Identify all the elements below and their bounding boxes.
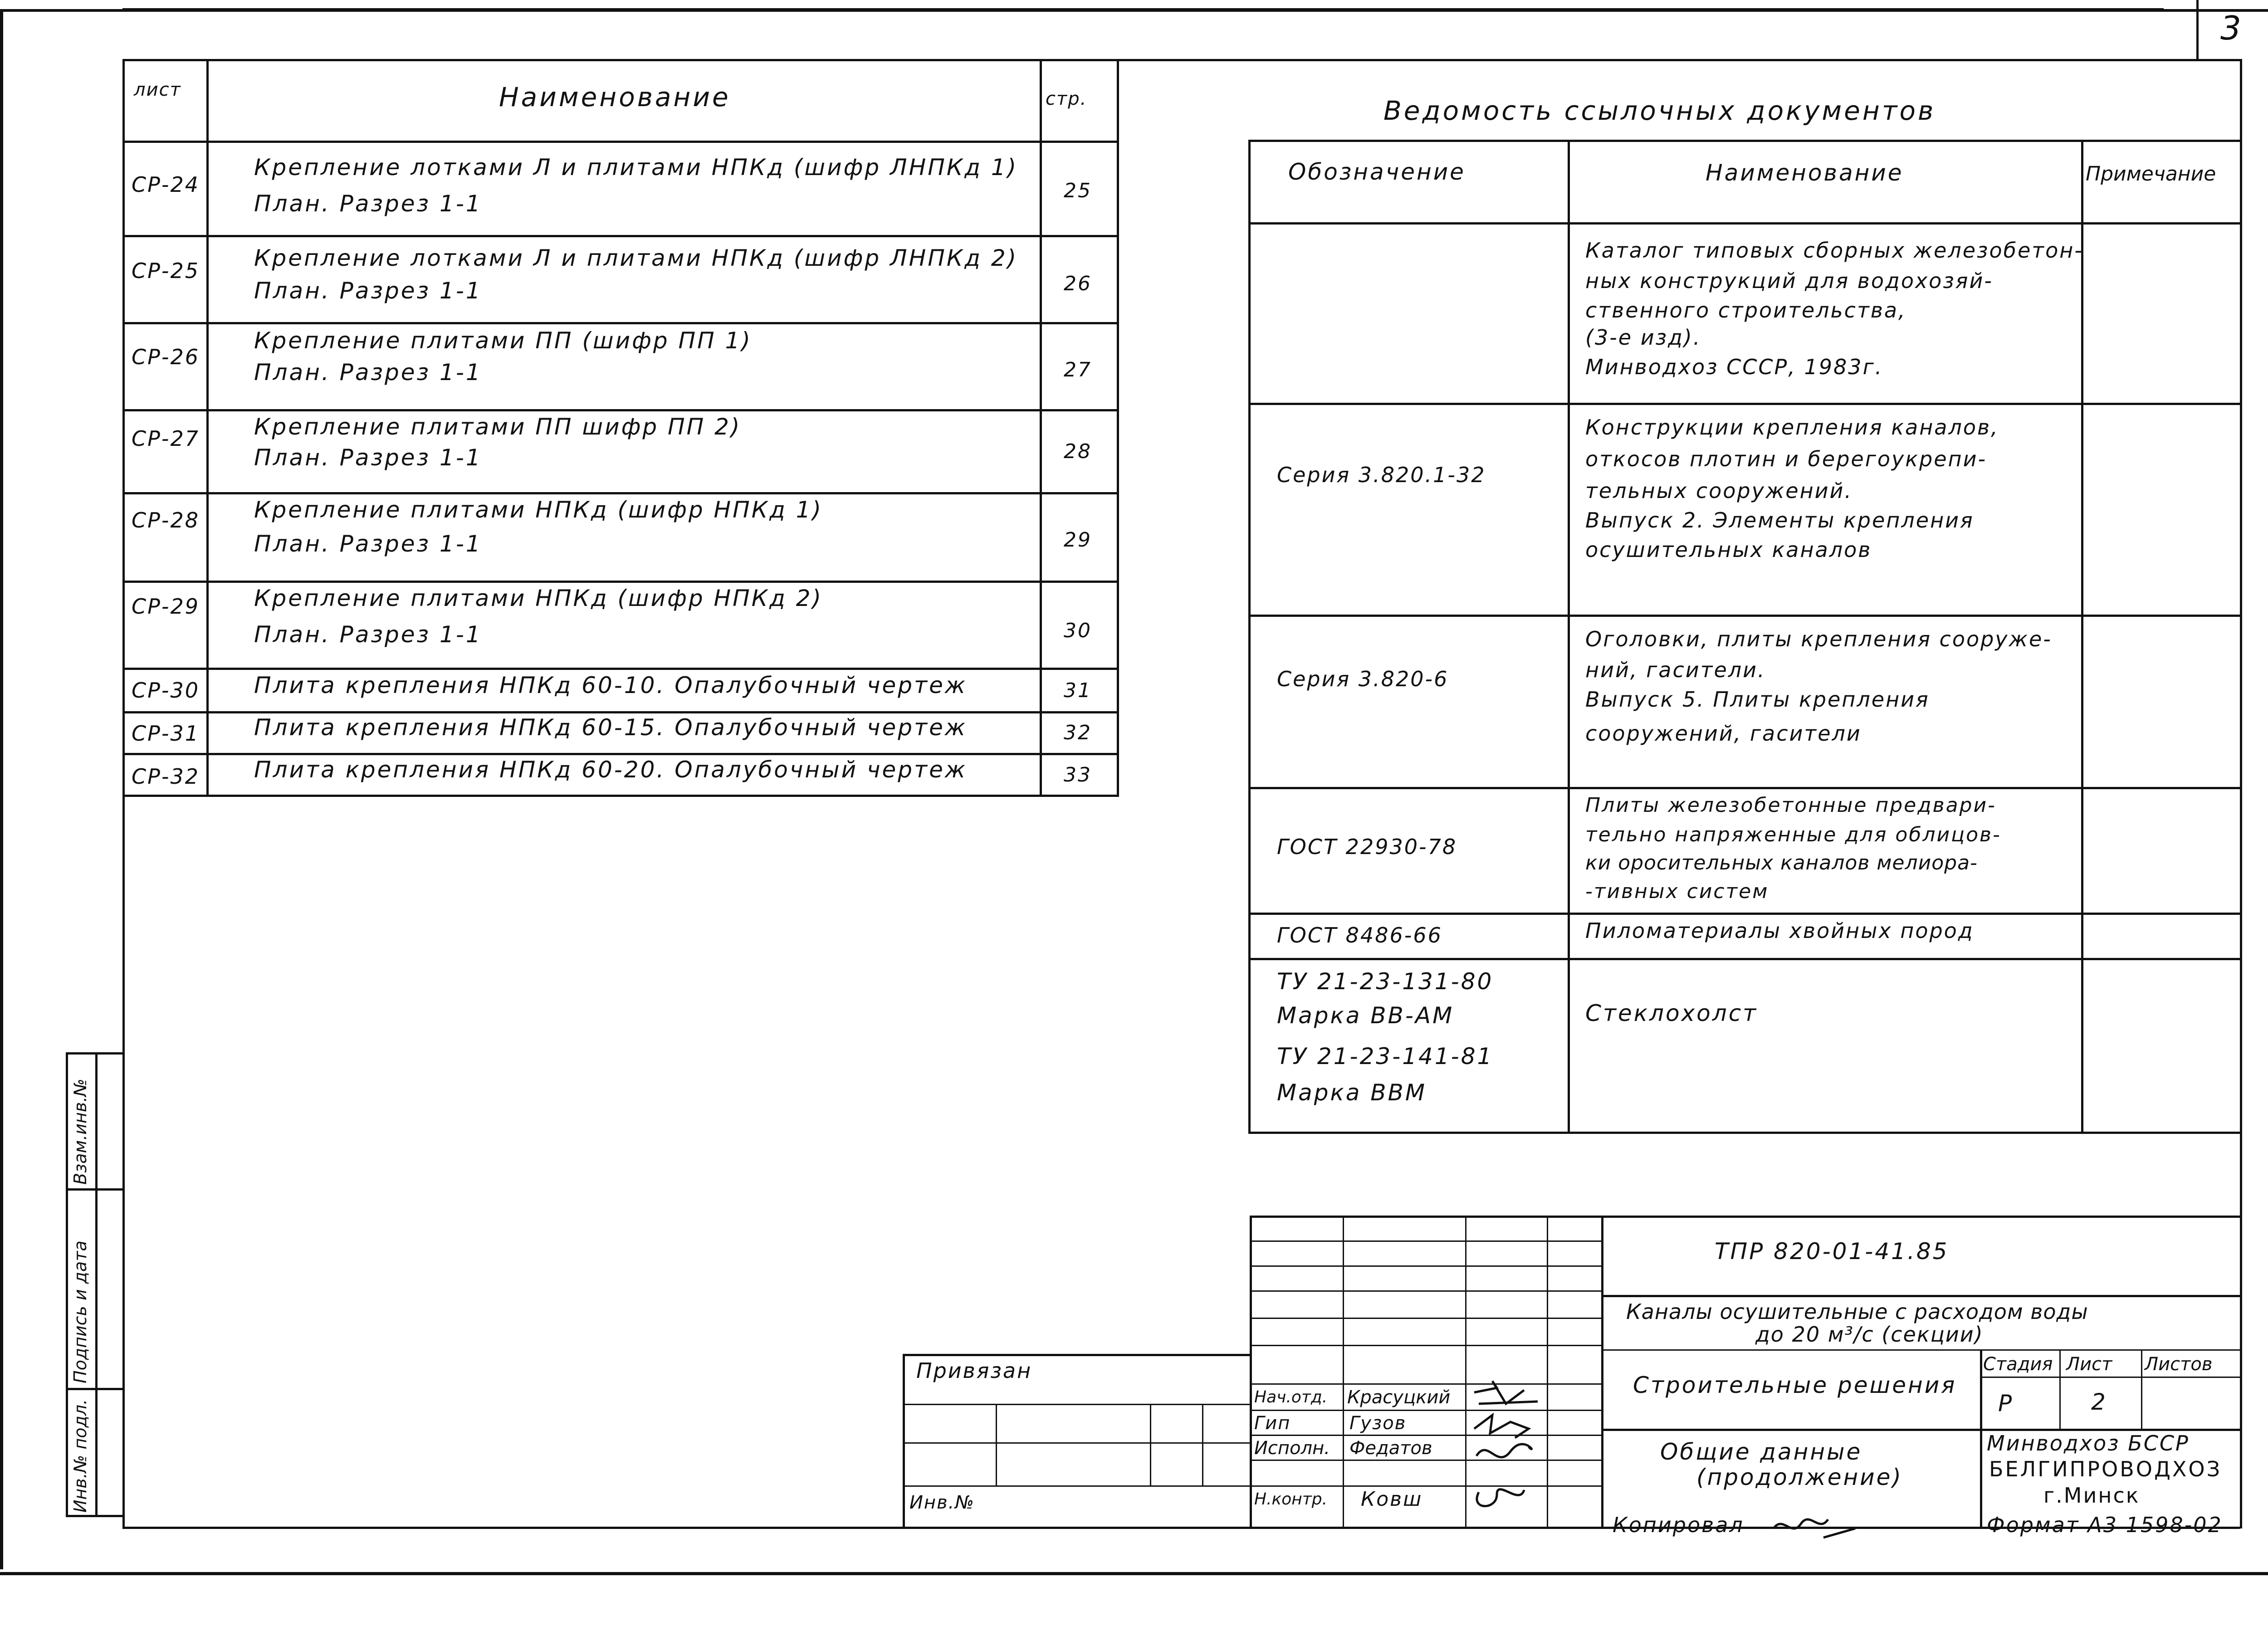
stamp-line bbox=[1601, 1295, 2242, 1297]
table-line bbox=[122, 322, 1119, 324]
table-line bbox=[122, 235, 1119, 237]
ref-designation: Серия 3.820.1-32 bbox=[1277, 463, 1486, 487]
table-line bbox=[2240, 140, 2242, 1134]
page-number: 3 bbox=[2220, 9, 2241, 47]
table-line bbox=[122, 59, 125, 796]
ref-name-line: тельно напряженные для облицов- bbox=[1585, 823, 2001, 846]
stamp-line bbox=[1150, 1404, 1151, 1485]
signature-marks bbox=[1470, 1379, 1551, 1515]
ref-designation: ТУ 21-23-141-81 bbox=[1277, 1043, 1494, 1069]
ref-designation: Серия 3.820-6 bbox=[1277, 667, 1449, 691]
page-number-box bbox=[2196, 0, 2199, 60]
strip-inv-podl: Инв.№ подл. bbox=[70, 1399, 90, 1513]
row-line: Крепление плитами ПП шифр ПП 2) bbox=[254, 414, 742, 440]
table-line bbox=[1040, 59, 1042, 796]
ref-name-line: ки оросительных каналов мелиора- bbox=[1585, 851, 1978, 874]
row-page: 27 bbox=[1064, 358, 1092, 381]
ref-name-line: откосов плотин и берегоукрепи- bbox=[1585, 447, 1987, 471]
strip-line bbox=[66, 1052, 122, 1055]
stamp-role: Н.контр. bbox=[1254, 1490, 1328, 1509]
table-line bbox=[1117, 59, 1119, 796]
row-page: 33 bbox=[1064, 763, 1092, 786]
row-sheet: СР-29 bbox=[132, 594, 200, 619]
stamp-line bbox=[1601, 1216, 1603, 1528]
table-line bbox=[1248, 787, 2242, 789]
table-line bbox=[122, 141, 1119, 143]
stamp-line bbox=[1202, 1404, 1203, 1485]
stamp-line bbox=[903, 1442, 1250, 1444]
ref-name-line: Минводхоз СССР, 1983г. bbox=[1585, 355, 1883, 379]
stamp-line bbox=[1250, 1345, 1601, 1346]
table-line bbox=[122, 668, 1119, 670]
ref-name-line: ний, гасители. bbox=[1585, 658, 1766, 682]
stamp-line bbox=[2141, 1349, 2142, 1429]
table-line bbox=[122, 795, 1119, 797]
frame-bottom bbox=[122, 1527, 2240, 1529]
stamp-inv-no: Инв.№ bbox=[909, 1492, 975, 1513]
row-line: План. Разрез 1-1 bbox=[254, 278, 482, 304]
table-line bbox=[122, 711, 1119, 713]
row-line: План. Разрез 1-1 bbox=[254, 621, 482, 648]
ref-designation: Марка ВВМ bbox=[1277, 1079, 1427, 1106]
header-note: Примечание bbox=[2086, 162, 2216, 186]
ref-name-line: (3-е изд). bbox=[1585, 325, 1701, 350]
row-page: 28 bbox=[1064, 440, 1092, 463]
row-page: 31 bbox=[1064, 679, 1092, 702]
stamp-copied: Копировал bbox=[1613, 1513, 1744, 1537]
row-sheet: СР-28 bbox=[132, 508, 200, 532]
row-line: План. Разрез 1-1 bbox=[254, 359, 482, 386]
table-line bbox=[1248, 222, 2242, 225]
frame-top-inner bbox=[122, 59, 2240, 61]
table-line bbox=[1248, 958, 2242, 960]
stamp-line bbox=[1465, 1216, 1466, 1528]
stamp-line bbox=[1250, 1216, 1252, 1528]
stamp-line bbox=[903, 1354, 905, 1528]
stamp-section: Строительные решения bbox=[1633, 1372, 1957, 1398]
stamp-line bbox=[903, 1485, 1250, 1487]
row-line: План. Разрез 1-1 bbox=[254, 444, 482, 471]
stamp-line bbox=[1601, 1349, 2242, 1351]
stamp-line bbox=[1980, 1377, 2242, 1378]
left-edge bbox=[0, 9, 3, 1569]
row-sheet: СР-25 bbox=[132, 259, 200, 283]
copied-signature bbox=[1769, 1510, 1860, 1552]
table-line bbox=[122, 581, 1119, 583]
row-sheet: СР-30 bbox=[132, 678, 200, 703]
row-line: Крепление лотками Л и плитами НПКд (шифр ЛНПКд 2) bbox=[254, 245, 1018, 271]
ref-designation: ГОСТ 22930-78 bbox=[1277, 835, 1457, 859]
stamp-role: Нач.отд. bbox=[1254, 1388, 1328, 1406]
ref-name-line: Стеклохолст bbox=[1585, 1000, 1758, 1026]
header-name: Наименование bbox=[1706, 160, 1904, 186]
table-line bbox=[1248, 140, 1251, 1134]
row-page: 26 bbox=[1064, 272, 1092, 295]
header-designation: Обозначение bbox=[1288, 159, 1466, 185]
ref-name-line: сооружений, гасители bbox=[1585, 721, 1862, 746]
stamp-sheet-label: Лист bbox=[2066, 1354, 2112, 1375]
stamp-sheet-title2: (продолжение) bbox=[1696, 1464, 1903, 1490]
row-page: 32 bbox=[1064, 721, 1092, 744]
row-line: Крепление плитами ПП (шифр ПП 1) bbox=[254, 327, 752, 354]
ref-name-line: Пиломатериалы хвойных пород bbox=[1585, 918, 1974, 943]
row-sheet: СР-27 bbox=[132, 426, 200, 451]
table-line bbox=[1568, 140, 1570, 1134]
row-sheet: СР-31 bbox=[132, 721, 200, 746]
ref-name-line: Каталог типовых сборных железобетон- bbox=[1585, 238, 2083, 263]
stamp-line bbox=[1250, 1216, 2242, 1218]
stamp-org3: г.Минск bbox=[2043, 1483, 2140, 1508]
stamp-line bbox=[2059, 1349, 2061, 1429]
strip-podpis: Подпись и дата bbox=[70, 1240, 90, 1383]
stamp-stage: Р bbox=[1998, 1390, 2014, 1416]
table-line bbox=[1248, 403, 2242, 405]
ref-name-line: Плиты железобетонные предвари- bbox=[1585, 794, 1996, 817]
strip-line bbox=[66, 1515, 122, 1517]
row-line: Крепление лотками Л и плитами НПКд (шифр ЛНПКд 1) bbox=[254, 154, 1018, 181]
stamp-sheet-title1: Общие данные bbox=[1660, 1439, 1862, 1465]
stamp-line bbox=[1250, 1318, 1601, 1319]
row-sheet: СР-24 bbox=[132, 172, 200, 197]
row-sheet: СР-32 bbox=[132, 764, 200, 789]
table-line bbox=[122, 492, 1119, 494]
stamp-line bbox=[1343, 1216, 1344, 1528]
row-line: Крепление плитами НПКд (шифр НПКд 2) bbox=[254, 585, 823, 611]
stamp-format: Формат А3 1598-02 bbox=[1987, 1513, 2223, 1537]
row-page: 30 bbox=[1064, 619, 1092, 642]
stamp-org1: Минводхоз БССР bbox=[1987, 1431, 2190, 1455]
ref-name-line: Выпуск 2. Элементы крепления bbox=[1585, 508, 1974, 532]
ref-name-line: Выпуск 5. Плиты крепления bbox=[1585, 687, 1930, 712]
stamp-sheets-label: Листов bbox=[2145, 1354, 2213, 1375]
ref-designation: ТУ 21-23-131-80 bbox=[1277, 968, 1494, 995]
stamp-role: Гип bbox=[1254, 1413, 1291, 1434]
ref-name-line: ных конструкций для водохозяй- bbox=[1585, 269, 1993, 293]
table-line bbox=[1248, 140, 2242, 142]
stamp-person: Ковш bbox=[1361, 1488, 1423, 1511]
table-line bbox=[206, 59, 209, 796]
stamp-line bbox=[903, 1404, 1250, 1405]
stamp-privyazan: Привязан bbox=[916, 1358, 1032, 1383]
table-line bbox=[1248, 615, 2242, 617]
stamp-org2: БЕЛГИПРОВОДХОЗ bbox=[1989, 1457, 2222, 1481]
row-page: 29 bbox=[1064, 528, 1092, 552]
stamp-project-line2: до 20 м³/с (секции) bbox=[1755, 1322, 1984, 1347]
row-sheet: СР-26 bbox=[132, 345, 200, 369]
strip-vzam: Взам.инв.№ bbox=[70, 1079, 90, 1185]
header-name: Наименование bbox=[499, 82, 731, 112]
row-page: 25 bbox=[1064, 179, 1092, 202]
ref-designation: ГОСТ 8486-66 bbox=[1277, 923, 1442, 947]
ref-designation: Марка ВВ-АМ bbox=[1277, 1002, 1454, 1029]
ref-name-line: тельных сооружений. bbox=[1585, 479, 1853, 503]
strip-line bbox=[66, 1052, 68, 1515]
header-sheet: лист bbox=[134, 79, 181, 100]
row-line: План. Разрез 1-1 bbox=[254, 190, 482, 217]
stamp-line bbox=[996, 1404, 997, 1485]
row-line: План. Разрез 1-1 bbox=[254, 531, 482, 557]
bottom-edge bbox=[0, 1572, 2268, 1575]
table-line bbox=[122, 753, 1119, 755]
stamp-sheet: 2 bbox=[2091, 1389, 2107, 1415]
stamp-person: Гузов bbox=[1349, 1413, 1407, 1434]
ref-name-line: осушительных каналов bbox=[1585, 537, 1872, 562]
strip-line bbox=[66, 1188, 122, 1191]
strip-line bbox=[95, 1052, 98, 1515]
ref-name-line: ственного строительства, bbox=[1585, 298, 1906, 322]
table-line bbox=[2081, 140, 2083, 1134]
stamp-project-line1: Каналы осушительные с расходом воды bbox=[1626, 1299, 2088, 1324]
stamp-line bbox=[1250, 1240, 1601, 1242]
table-line bbox=[122, 409, 1119, 411]
stamp-code: ТПР 820-01-41.85 bbox=[1715, 1238, 1949, 1265]
stamp-line bbox=[1250, 1265, 1601, 1267]
stamp-person: Красуцкий bbox=[1347, 1387, 1451, 1408]
frame-top bbox=[122, 8, 2164, 10]
row-line: Крепление плитами НПКд (шифр НПКд 1) bbox=[254, 497, 823, 523]
row-line: Плита крепления НПКд 60-10. Опалубочный чертеж bbox=[254, 672, 967, 698]
table-line bbox=[1248, 1132, 2242, 1134]
stamp-person: Федатов bbox=[1349, 1438, 1432, 1459]
ref-name-line: Конструкции крепления каналов, bbox=[1585, 415, 1999, 439]
ref-name-line: -тивных систем bbox=[1585, 880, 1769, 903]
header-page: стр. bbox=[1046, 88, 1087, 109]
stamp-role: Исполн. bbox=[1254, 1438, 1330, 1459]
strip-line bbox=[66, 1388, 122, 1390]
stamp-line bbox=[1250, 1290, 1601, 1292]
ref-name-line: Оголовки, плиты крепления сооруже- bbox=[1585, 627, 2052, 651]
table-line bbox=[1248, 913, 2242, 915]
references-title: Ведомость ссылочных документов bbox=[1383, 95, 1936, 126]
row-line: Плита крепления НПКд 60-15. Опалубочный чертеж bbox=[254, 714, 967, 741]
stamp-stage-label: Стадия bbox=[1983, 1354, 2053, 1375]
stamp-line bbox=[903, 1354, 1250, 1356]
row-line: Плита крепления НПКд 60-20. Опалубочный чертеж bbox=[254, 757, 967, 783]
